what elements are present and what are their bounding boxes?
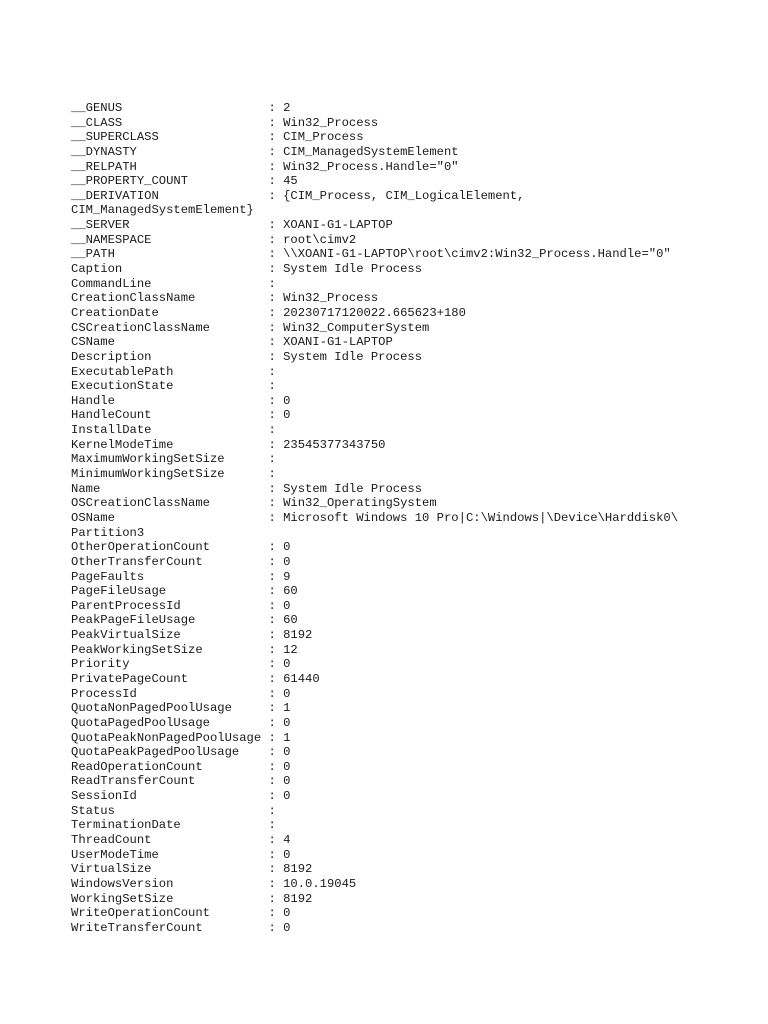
output-line: Priority : 0	[71, 657, 291, 672]
output-line: CSCreationClassName : Win32_ComputerSystem	[71, 320, 430, 335]
output-line: QuotaPeakNonPagedPoolUsage : 1	[71, 730, 291, 745]
output-line: __SUPERCLASS : CIM_Process	[71, 130, 364, 145]
output-line: CommandLine :	[71, 276, 276, 291]
output-line: ReadTransferCount : 0	[71, 774, 291, 789]
output-line: QuotaPagedPoolUsage : 0	[71, 715, 291, 730]
output-line: CSName : XOANI-G1-LAPTOP	[71, 335, 393, 350]
output-line: ParentProcessId : 0	[71, 598, 291, 613]
output-line: SessionId : 0	[71, 789, 291, 804]
output-line: __GENUS : 2	[71, 101, 291, 115]
output-line: __DERIVATION : {CIM_Process, CIM_LogicalElement,	[71, 188, 525, 203]
output-line: __SERVER : XOANI-G1-LAPTOP	[71, 218, 393, 233]
output-line: OSCreationClassName : Win32_OperatingSystem	[71, 496, 437, 511]
output-line: WorkingSetSize : 8192	[71, 891, 313, 906]
output-line: MaximumWorkingSetSize :	[71, 452, 276, 467]
output-line: WindowsVersion : 10.0.19045	[71, 876, 357, 891]
output-line: Status :	[71, 803, 276, 818]
output-line: __PROPERTY_COUNT : 45	[71, 174, 298, 189]
output-line: __DYNASTY : CIM_ManagedSystemElement	[71, 144, 459, 159]
console-output	[71, 101, 678, 936]
output-line: KernelModeTime : 23545377343750	[71, 437, 386, 452]
output-line: HandleCount : 0	[71, 408, 291, 423]
output-line: __RELPATH : Win32_Process.Handle="0"	[71, 159, 459, 174]
output-line: ThreadCount : 4	[71, 833, 291, 848]
output-line: VirtualSize : 8192	[71, 862, 313, 877]
output-line: MinimumWorkingSetSize :	[71, 467, 276, 482]
output-line: CIM_ManagedSystemElement}	[71, 203, 254, 218]
output-line: InstallDate :	[71, 423, 276, 438]
output-line: OtherTransferCount : 0	[71, 554, 291, 569]
output-line: OtherOperationCount : 0	[71, 540, 291, 555]
output-line: __PATH : \\XOANI-G1-LAPTOP\root\cimv2:Win32_Process.Handle="0"	[71, 247, 671, 262]
output-line: ExecutablePath :	[71, 364, 276, 379]
output-line: ProcessId : 0	[71, 686, 291, 701]
output-line: QuotaPeakPagedPoolUsage : 0	[71, 745, 291, 760]
output-line: CreationDate : 20230717120022.665623+180	[71, 305, 466, 320]
output-line: ExecutionState :	[71, 379, 276, 394]
output-line: Name : System Idle Process	[71, 481, 423, 496]
output-line: TerminationDate :	[71, 818, 276, 833]
output-line: Caption : System Idle Process	[71, 262, 423, 277]
output-line: PageFaults : 9	[71, 569, 291, 584]
output-line: Partition3	[71, 525, 145, 540]
output-line: PrivatePageCount : 61440	[71, 671, 320, 686]
output-line: ReadOperationCount : 0	[71, 759, 291, 774]
output-line: WriteTransferCount : 0	[71, 920, 291, 935]
output-line: UserModeTime : 0	[71, 847, 291, 862]
output-line: __NAMESPACE : root\cimv2	[71, 232, 357, 247]
output-line: PeakWorkingSetSize : 12	[71, 642, 298, 657]
output-line: PageFileUsage : 60	[71, 584, 298, 599]
output-line: PeakVirtualSize : 8192	[71, 628, 313, 643]
output-line: OSName : Microsoft Windows 10 Pro|C:\Windows|\Device\Harddisk0\	[71, 510, 679, 525]
output-line: WriteOperationCount : 0	[71, 906, 291, 921]
output-line: Description : System Idle Process	[71, 349, 423, 364]
output-line: CreationClassName : Win32_Process	[71, 291, 379, 306]
output-line: PeakPageFileUsage : 60	[71, 613, 298, 628]
output-line: QuotaNonPagedPoolUsage : 1	[71, 701, 291, 716]
output-line: Handle : 0	[71, 393, 291, 408]
output-line: __CLASS : Win32_Process	[71, 115, 379, 130]
